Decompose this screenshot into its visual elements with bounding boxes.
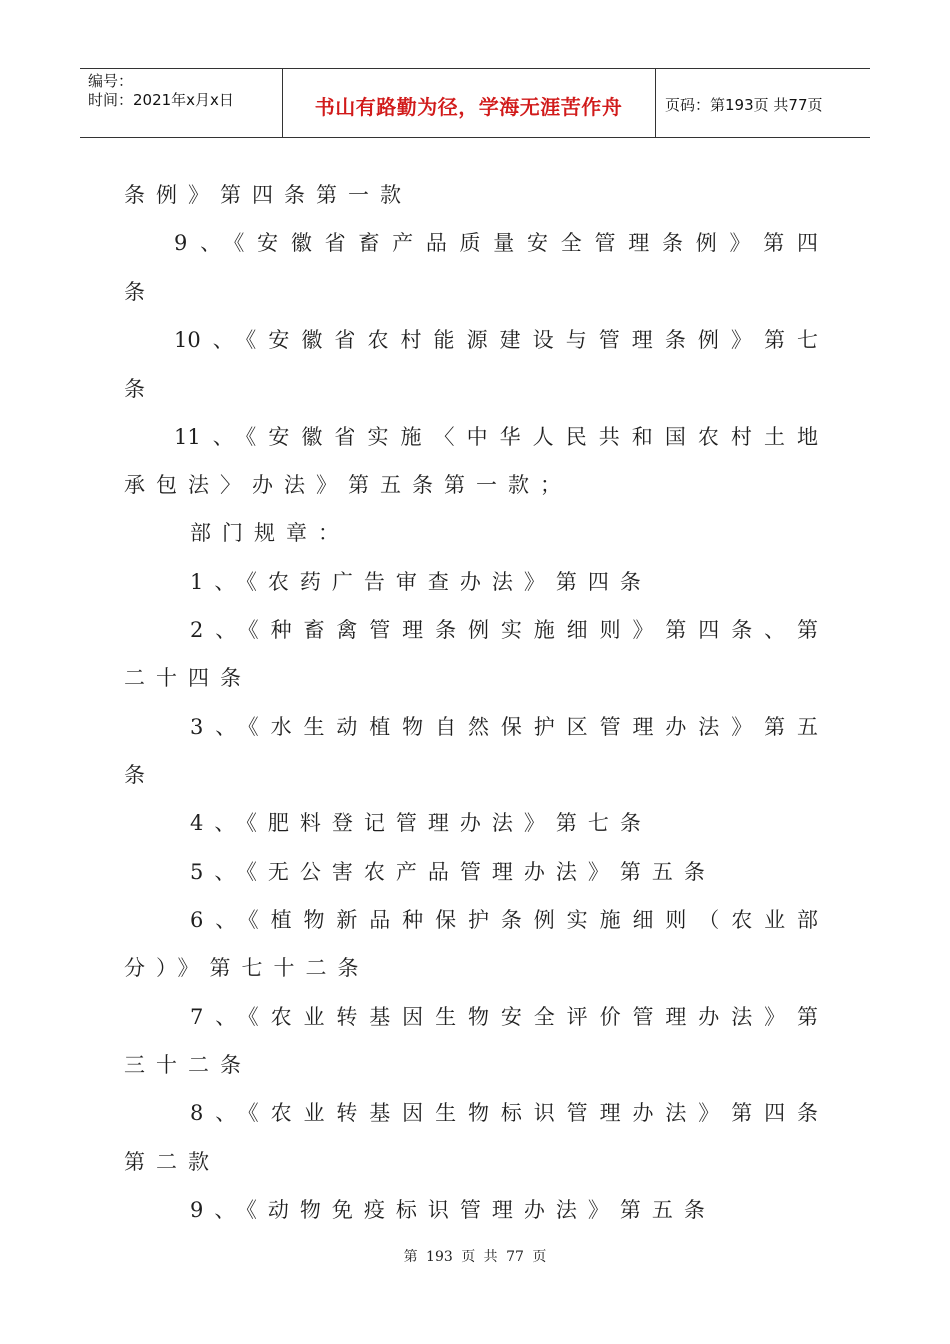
document-header — [80, 68, 870, 138]
page-footer: 第 193 页 共 77 页 — [403, 1249, 547, 1265]
body-line: 7、《农业转基因生物安全评价管理办法》第 — [190, 1005, 818, 1029]
body-line: 11、《安徽省实施〈中华人民共和国农村土地 — [174, 425, 818, 449]
body-line: 8、《农业转基因生物标识管理办法》第四条 — [190, 1101, 818, 1125]
doc-number-label: 编号： — [88, 72, 134, 90]
body-line: 2、《种畜禽管理条例实施细则》第四条、第 — [190, 618, 818, 642]
body-line: 9、《动物免疫标识管理办法》第五条 — [190, 1198, 716, 1222]
body-line: 3、《水生动植物自然保护区管理办法》第五 — [190, 715, 818, 739]
header-motto-cell — [282, 69, 656, 137]
doc-time-label: 时间：2021年x月x日 — [88, 91, 234, 109]
body-line: 第二款 — [124, 1150, 220, 1174]
body-line: 6、《植物新品种保护条例实施细则（农业部 — [190, 908, 818, 932]
body-line: 条 — [124, 377, 156, 401]
body-line: 三十二条 — [124, 1053, 252, 1077]
body-line: 条例》第四条第一款 — [124, 183, 412, 207]
header-meta-cell — [80, 69, 283, 137]
body-line: 分）》第七十二条 — [124, 956, 370, 980]
body-line: 条 — [124, 280, 156, 304]
body-line: 5、《无公害农产品管理办法》第五条 — [190, 860, 716, 884]
body-line: 4、《肥料登记管理办法》第七条 — [190, 811, 652, 835]
body-line: 承包法〉办法》第五条第一款； — [124, 473, 572, 497]
body-line: 1、《农药广告审查办法》第四条 — [190, 570, 652, 594]
body-line: 10、《安徽省农村能源建设与管理条例》第七 — [174, 328, 818, 352]
header-page-cell — [655, 69, 870, 137]
body-line: 二十四条 — [124, 666, 252, 690]
section-heading: 部门规章： — [190, 521, 350, 545]
body-line: 9、《安徽省畜产品质量安全管理条例》第四 — [174, 231, 818, 255]
header-motto: 书山有路勤为径，学海无涯苦作舟 — [314, 95, 623, 119]
body-line: 条 — [124, 763, 156, 787]
header-page-info: 页码：第193页 共77页 — [665, 96, 823, 114]
